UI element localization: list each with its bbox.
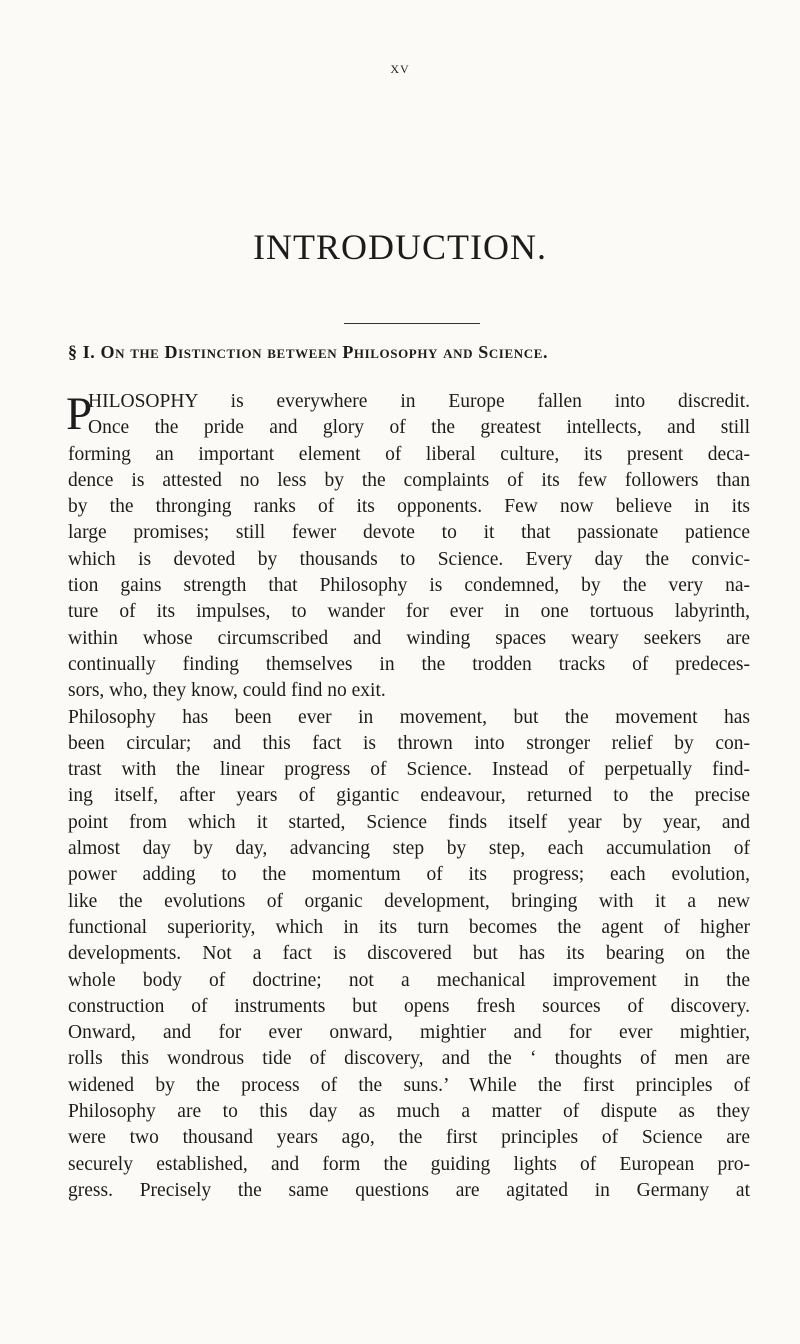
text-line: construction of instruments but opens fresh sources of discovery. — [68, 995, 750, 1017]
text-line: ing itself, after years of gigantic endeavour, returned to the precise — [68, 785, 750, 807]
text-line: dence is attested no less by the complaints of its few followers than — [68, 469, 750, 491]
section-title: § I. On the Distinction between Philosophy and Science. — [68, 342, 549, 362]
text-line: ture of its impulses, to wander for ever in one tortuous labyrinth, — [68, 601, 750, 623]
text-line: tion gains strength that Philosophy is condemned, by the very na- — [68, 575, 750, 597]
text-line: whole body of doctrine; not a mechanical improvement in the — [68, 969, 750, 991]
drop-cap: P — [66, 388, 93, 440]
text-line: Philosophy has been ever in movement, but the movement has — [68, 706, 750, 728]
text-line: were two thousand years ago, the first principles of Science are — [68, 1127, 750, 1149]
text-line: Onward, and for ever onward, mightier and for ever mightier, — [68, 1022, 750, 1044]
text-line: power adding to the momentum of its progress; each evolution, — [68, 864, 750, 886]
text-line: like the evolutions of organic development, bringing with it a new — [68, 890, 750, 912]
text-line: forming an important element of liberal culture, its present deca- — [68, 443, 750, 465]
text-line: gress. Precisely the same questions are agitated in Germany at — [68, 1179, 750, 1201]
text-line: functional superiority, which in its turn becomes the agent of higher — [68, 916, 750, 938]
text-line: been circular; and this fact is thrown into stronger relief by con- — [68, 732, 750, 754]
chapter-heading: INTRODUCTION. — [253, 227, 547, 267]
body-text — [68, 389, 750, 1204]
text-line: which is devoted by thousands to Science. Every day the convic- — [68, 548, 750, 570]
text-line: developments. Not a fact is discovered but has its bearing on the — [68, 943, 750, 965]
text-line: large promises; still fewer devote to it that passionate patience — [68, 522, 750, 544]
text-line: by the thronging ranks of its opponents. Few now believe in its — [68, 496, 750, 518]
text-line: within whose circumscribed and winding spaces weary seekers are — [68, 627, 750, 649]
text-line: sors, who, they know, could find no exit. — [68, 680, 386, 702]
page-number: XV — [390, 62, 410, 76]
text-line: almost day by day, advancing step by step, each accumulation of — [68, 838, 750, 860]
text-line: Philosophy are to this day as much a matter of dispute as they — [68, 1101, 750, 1123]
text-line: securely established, and form the guiding lights of European pro- — [68, 1153, 750, 1175]
text-line: point from which it started, Science finds itself year by year, and — [68, 811, 750, 833]
text-line: continually finding themselves in the trodden tracks of predeces- — [68, 653, 750, 675]
text-line: HILOSOPHY is everywhere in Europe fallen into discredit. — [88, 391, 750, 412]
heading-divider — [344, 323, 480, 324]
text-line: rolls this wondrous tide of discovery, and the ‘ thoughts of men are — [68, 1048, 750, 1070]
text-line: Once the pride and glory of the greatest intellects, and still — [88, 417, 750, 439]
text-line: trast with the linear progress of Science. Instead of perpetually find- — [68, 759, 750, 781]
text-line: widened by the process of the suns.’ While the first principles of — [68, 1074, 750, 1096]
